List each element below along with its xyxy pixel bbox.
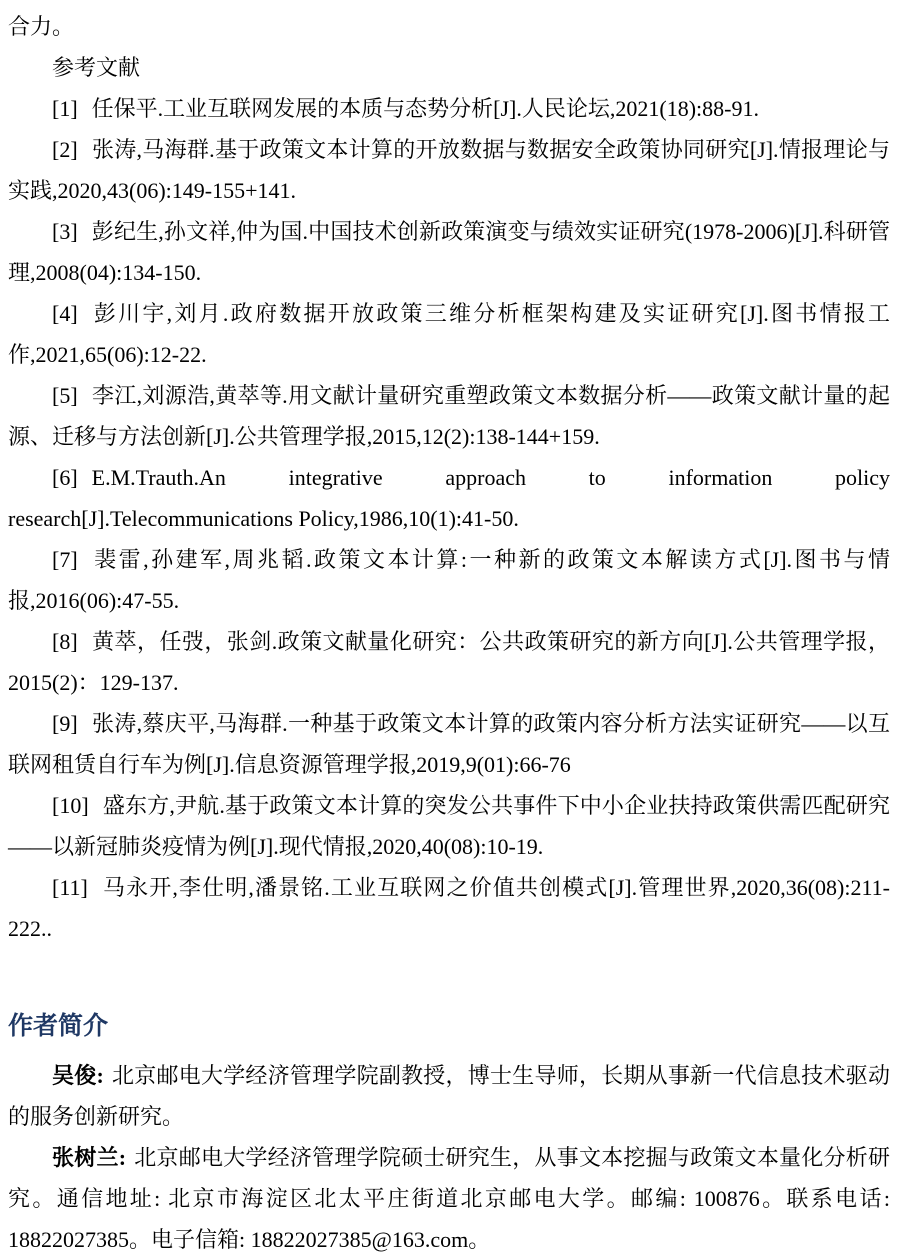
author-section-heading: 作者简介 <box>8 1012 109 1040</box>
reference-text: 彭纪生,孙文祥,仲为国.中国技术创新政策演变与绩效实证研究(1978-2006)[J].科研管理,2008(04):134-150. <box>8 219 890 285</box>
reference-item <box>8 621 890 703</box>
reference-label: [6] <box>52 465 78 490</box>
reference-label: [9] <box>52 711 78 736</box>
reference-item <box>8 88 890 129</box>
reference-item <box>8 703 890 785</box>
reference-text: 李江,刘源浩,黄萃等.用文献计量研究重塑政策文本数据分析——政策文献计量的起源、迁移与方法创新[J].公共管理学报,2015,12(2):138-144+159. <box>8 383 890 449</box>
reference-text: 彭川宇,刘月.政府数据开放政策三维分析框架构建及实证研究[J].图书情报工作,2021,65(06):12-22. <box>8 301 890 367</box>
author-bio-text: 北京邮电大学经济管理学院副教授，博士生导师，长期从事新一代信息技术驱动的服务创新研究。 <box>8 1063 890 1129</box>
reference-label: [4] <box>52 301 78 326</box>
reference-item <box>8 867 890 949</box>
reference-label: [8] <box>52 629 78 654</box>
reference-item <box>8 785 890 867</box>
reference-text: 黄萃，任弢，张剑.政策文献量化研究：公共政策研究的新方向[J].公共管理学报，2015(2)：129-137. <box>8 629 890 695</box>
reference-item <box>8 211 890 293</box>
reference-text: 张涛,蔡庆平,马海群.一种基于政策文本计算的政策内容分析方法实证研究——以互联网租赁自行车为例[J].信息资源管理学报,2019,9(01):66-76 <box>8 711 890 777</box>
author-bios <box>8 1055 890 1260</box>
author-bio <box>8 1137 890 1260</box>
reference-item <box>8 539 890 621</box>
reference-text: E.M.Trauth.An integrative approach to information policy research[J].Telecommunications Policy,1986,10(1):41-50. <box>8 465 890 531</box>
reference-label: [10] <box>52 793 89 818</box>
reference-text: 任保平.工业互联网发展的本质与态势分析[J].人民论坛,2021(18):88-91. <box>91 96 759 121</box>
reference-text: 盛东方,尹航.基于政策文本计算的突发公共事件下中小企业扶持政策供需匹配研究——以新冠肺炎疫情为例[J].现代情报,2020,40(08):10-19. <box>8 793 890 859</box>
reference-label: [11] <box>52 875 88 900</box>
references-list <box>8 88 890 949</box>
reference-label: [5] <box>52 383 78 408</box>
references-heading: 参考文献 <box>52 55 141 80</box>
author-bio <box>8 1055 890 1137</box>
reference-text: 张涛,马海群.基于政策文本计算的开放数据与数据安全政策协同研究[J].情报理论与实践,2020,43(06):149-155+141. <box>8 137 890 203</box>
reference-label: [2] <box>52 137 78 162</box>
reference-item <box>8 129 890 211</box>
reference-label: [3] <box>52 219 78 244</box>
reference-item <box>8 457 890 539</box>
closing-line: 合力。 <box>8 14 75 39</box>
author-name: 吴俊: <box>52 1063 104 1088</box>
reference-label: [7] <box>52 547 78 572</box>
reference-item <box>8 375 890 457</box>
reference-text: 裴雷,孙建军,周兆韬.政策文本计算:一种新的政策文本解读方式[J].图书与情报,2016(06):47-55. <box>8 547 890 613</box>
reference-text: 马永开,李仕明,潘景铭.工业互联网之价值共创模式[J].管理世界,2020,36(08):211-222.. <box>8 875 890 941</box>
reference-item <box>8 293 890 375</box>
author-bio-text: 北京邮电大学经济管理学院硕士研究生，从事文本挖掘与政策文本量化分析研究。通信地址: 北京市海淀区北太平庄街道北京邮电大学。邮编: 100876。联系电话: 18822027385。电子信箱: 18822027385@163.com。 <box>8 1145 890 1252</box>
author-name: 张树兰: <box>52 1145 127 1170</box>
reference-label: [1] <box>52 96 78 121</box>
